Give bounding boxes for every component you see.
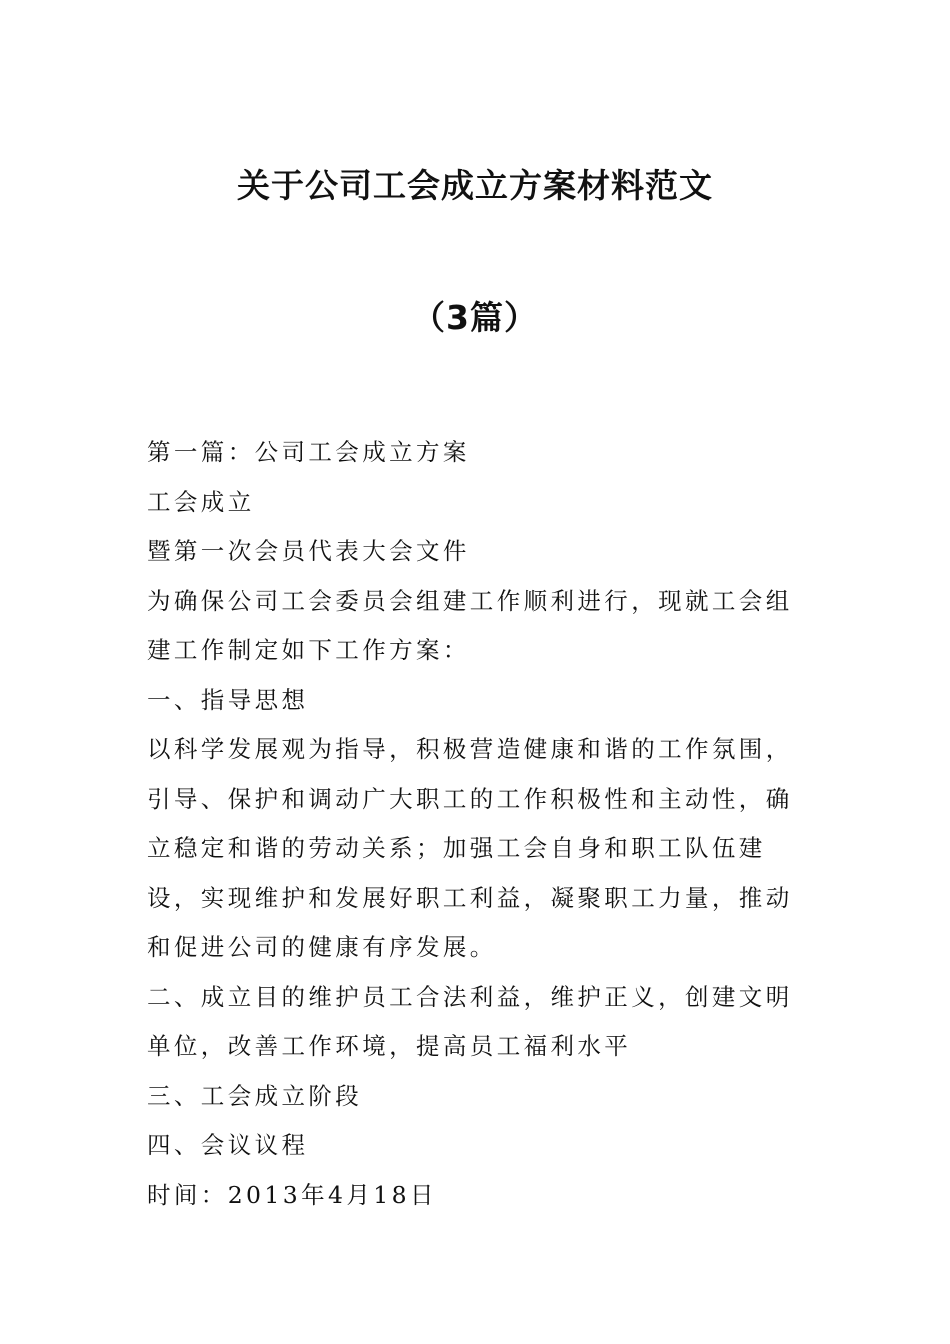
paragraph-stage-heading: 三、工会成立阶段 bbox=[147, 1081, 363, 1110]
document-title: 关于公司工会成立方案材料范文 bbox=[237, 166, 713, 205]
paragraph-section-heading: 第一篇：公司工会成立方案 bbox=[147, 438, 470, 466]
paragraph-union-founding: 工会成立 bbox=[147, 487, 255, 516]
paragraph-guiding-ideology: 以科学发展观为指导，积极营造健康和谐的工作氛围，引导、保护和调动广大职工的工作积极性和主动性，确立稳定和谐的劳动关系；加强工会自身和职工队伍建设，实现维护和发展好职工利益，凝聚职工力量，推动和促进公司的健康有序发展。 bbox=[147, 735, 793, 961]
paragraph-purpose: 二、成立目的维护员工合法利益，维护正义，创建文明单位，改善工作环境，提高员工福利水平 bbox=[147, 982, 793, 1060]
paragraph-guiding-ideology-heading: 一、指导思想 bbox=[147, 685, 309, 714]
paragraph-intro: 为确保公司工会委员会组建工作顺利进行，现就工会组建工作制定如下工作方案： bbox=[147, 586, 793, 664]
paragraph-date: 时间：2013年4月18日 bbox=[147, 1180, 437, 1209]
paragraph-congress-document: 暨第一次会员代表大会文件 bbox=[147, 537, 470, 565]
document-subtitle: （3篇） bbox=[412, 298, 538, 337]
document-body bbox=[147, 428, 807, 1220]
paragraph-agenda-heading: 四、会议议程 bbox=[147, 1131, 309, 1159]
